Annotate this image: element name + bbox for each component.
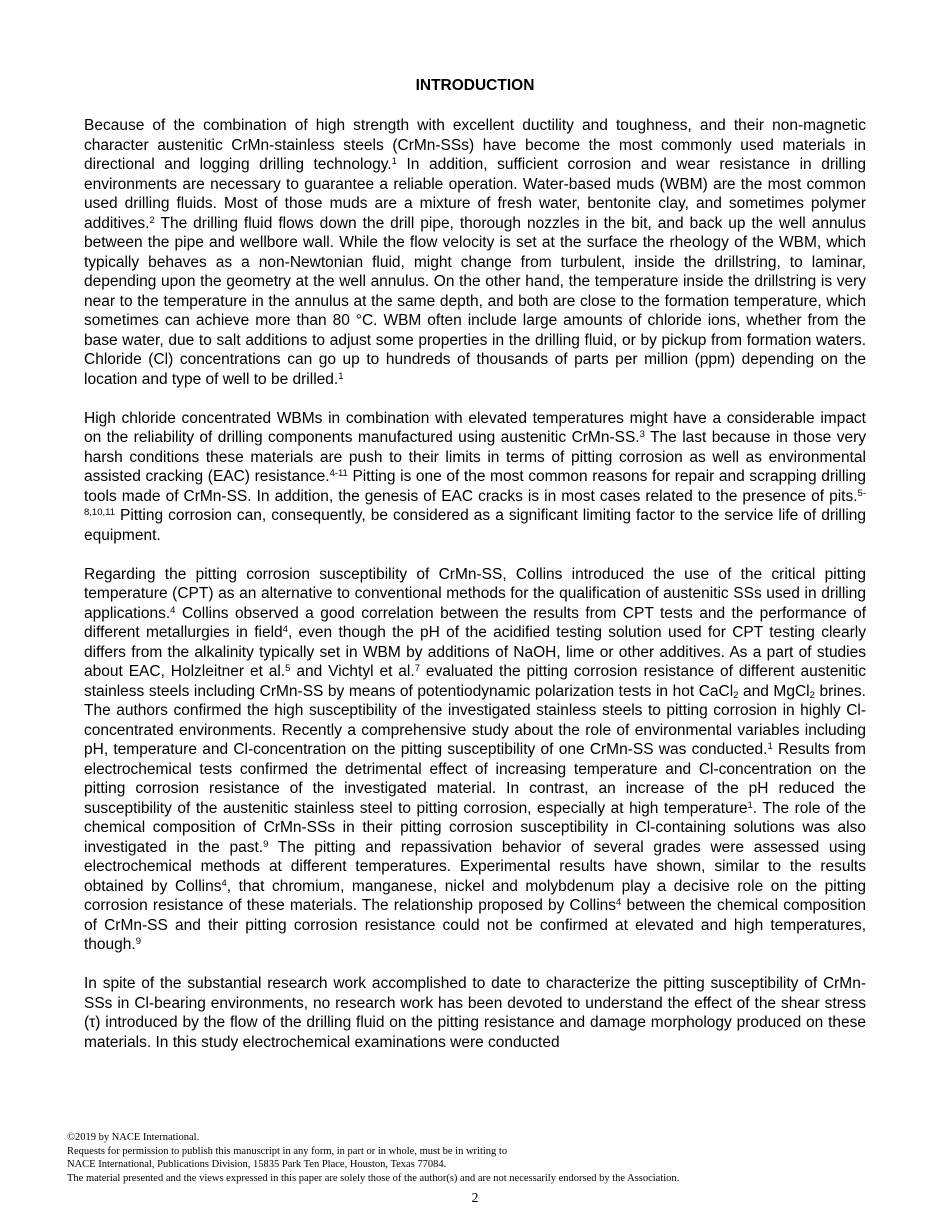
text-run: brines. The authors confirmed the high susceptibility of the investigated stainless steels to pitting corrosion in highly Cl-concentrated environments. Recently a comprehensive study about the role of environmental variables including pH, temperature and Cl-concentration on the pitting susceptibility of one CrMn-SS was conducted.	[84, 682, 866, 758]
paragraph	[84, 565, 866, 955]
footer-permission: Requests for permission to publish this manuscript in any form, in part or in whole, must be in writing to	[67, 1145, 508, 1157]
text-run: Regarding the pitting corrosion susceptibility of CrMn-SS, Collins introduced the use of the critical pitting temperature (CPT) as an alternative to conventional methods for the qualification of austenitic SSs used in drilling applications.	[84, 565, 866, 622]
text-run: High chloride concentrated WBMs in combination with elevated temperatures might have a considerable impact on the reliability of drilling components manufactured using austenitic CrMn-SS.	[84, 409, 866, 446]
text-run: Collins observed a good correlation between the results from CPT tests and the performance of different metallurgies in field	[84, 604, 866, 641]
citation-ref: 9	[263, 838, 269, 850]
citation-ref: 5-8,10,11	[84, 487, 866, 518]
text-run: evaluated the pitting corrosion resistance of different austenitic stainless steels including CrMn-SS by means of potentiodynamic polarization tests in hot CaCl	[84, 663, 866, 700]
page-number: 2	[471, 1190, 479, 1205]
text-run: Pitting is one of the most common reasons for repair and scrapping drilling tools made of CrMn-SS. In addition, the genesis of EAC cracks is in most cases related to the presence of pits.	[84, 468, 867, 505]
text-run: In spite of the substantial research work accomplished to date to characterize the pitting susceptibility of CrMn-SSs in Cl-bearing environments, no research work has been devoted to understand the effect of the shear stress (τ) introduced by the flow of the drilling fluid on the pitting resistance and damage morphology produced on these materials. In this study electrochemical examinations were conducted	[84, 975, 866, 1051]
paragraph	[84, 974, 866, 1052]
text-run: , that chromium, manganese, nickel and molybdenum play a decisive role on the pitting corrosion resistance of these materials. The relationship proposed by Collins	[84, 877, 866, 914]
citation-ref: 9	[135, 936, 142, 947]
citation-ref: 1	[767, 741, 773, 752]
text-run: Results from electrochemical tests confirmed the detrimental effect of increasing temperature and Cl-concentration on the pitting corrosion resistance of the investigated material. In contrast, an increase of the pH reduced the susceptibility of the austenitic stainless steel to pitting corrosion, especially at high temperature	[84, 741, 866, 817]
citation-ref: 1	[747, 799, 753, 811]
text-run: . The role of the chemical composition of CrMn-SSs in their pitting corrosion susceptibility in Cl-containing solutions was also investigated in the past.	[84, 799, 866, 856]
text-run: Because of the combination of high strength with excellent ductility and toughness, and their non-magnetic character austenitic CrMn-stainless steels (CrMn-SSs) have become the most commonly used materials in directional and logging drilling technology.	[84, 117, 866, 173]
text-run: The drilling fluid flows down the drill pipe, thorough nozzles in the bit, and back up the well annulus between the pipe and wellbore wall. While the flow velocity is set at the surface the rheology of the WBM, which typically behaves as a non-Newtonian fluid, might change from turbulent, inside the drillstring, to laminar, depending upon the geometry at the well annulus. On the other hand, the temperature inside the drillstring is very near to the temperature in the annulus at the same depth, and both are close to the formation temperature, which sometimes can achieve more than 80 °C. WBM often include large amounts of chloride ions, whether from the base water, due to salt additions to adjust some properties in the drilling fluid, or by pickup from formation waters. Chloride (Cl) concentrations can go up to hundreds of thousands of parts per million (ppm) depending on the location and type of well to be drilled.	[84, 214, 866, 388]
text-run: , even though the pH of the acidified testing solution used for CPT testing clearly differs from the alkalinity typically set in WBM by additions of NaOH, lime or other additives. As a part of studies about EAC, Holzleitner et al.	[84, 624, 866, 680]
body-text	[84, 116, 866, 1052]
citation-ref: 4-11	[329, 468, 348, 479]
text-run: The last because in those very harsh conditions these materials are push to their limits in terms of pitting corrosion as well as environmental assisted cracking (EAC) resistance.	[84, 429, 866, 485]
section-heading: INTRODUCTION	[415, 77, 535, 94]
citation-ref: 4	[170, 604, 176, 616]
paragraph	[84, 409, 866, 546]
footer-disclaimer: The material presented and the views expressed in this paper are solely those of the author(s) and are not necessarily endorsed by the Association.	[67, 1172, 680, 1184]
subscript: 2	[733, 689, 739, 701]
footer-copyright: ©2019 by NACE International.	[67, 1132, 200, 1143]
citation-ref: 5	[285, 663, 291, 674]
citation-ref: 4	[282, 624, 288, 635]
citation-ref: 1	[338, 370, 344, 382]
text-run: between the chemical composition of CrMn-SS and their pitting corrosion resistance could not be confirmed at elevated and high temperatures, though.	[84, 897, 866, 953]
citation-ref: 4	[221, 877, 227, 889]
citation-ref: 7	[414, 663, 420, 674]
text-run: The pitting and repassivation behavior of several grades were assessed using electrochemical methods at different temperatures. Experimental results have shown, similar to the results obtained by Collins	[84, 838, 866, 895]
text-run: and Vichtyl et al.	[290, 663, 415, 680]
text-run: and MgCl	[738, 682, 810, 700]
citation-ref: 1	[391, 156, 397, 167]
text-run: Pitting corrosion can, consequently, be considered as a significant limiting factor to the service life of drilling equipment.	[84, 507, 866, 544]
paragraph	[84, 116, 866, 389]
citation-ref: 4	[616, 897, 622, 908]
footer-address: NACE International, Publications Division, 15835 Park Ten Place, Houston, Texas 77084.	[67, 1159, 447, 1171]
footer-notice	[67, 1131, 887, 1185]
subscript: 2	[809, 689, 815, 701]
citation-ref: 2	[149, 214, 155, 226]
text-run: In addition, sufficient corrosion and wear resistance in drilling environments are necessary to guarantee a reliable operation. Water-based muds (WBM) are the most common used drilling fluids. Most of those muds are a mixture of fresh water, bentonite clay, and sometimes polymer additives.	[84, 156, 866, 232]
citation-ref: 3	[639, 429, 645, 440]
